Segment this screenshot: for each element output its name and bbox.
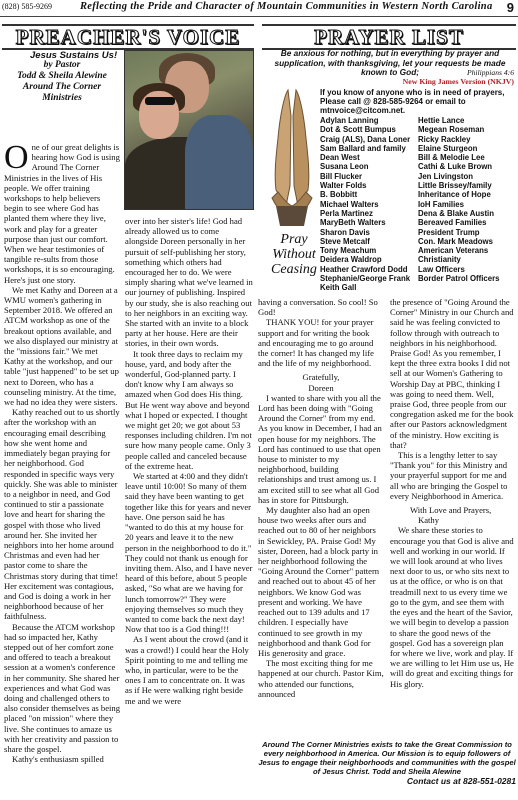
article-headline: Jesus Sustains Us! [30, 50, 118, 61]
photo-shape [185, 115, 253, 209]
prayer-name: Walter Folds [320, 181, 367, 191]
paragraph: THANK YOU! for your prayer support and for writing the book and encouraging me to go around the corner! It has changed my life and the life of my neighborhood. [258, 317, 374, 369]
article-column-1 [4, 142, 120, 798]
prayer-request-note: If you know of anyone who is in need of prayers, Please call @ 828-585-9264 or email to mtnvoice@citcom.net. [320, 88, 505, 115]
prayer-name: Sharon Davis [320, 227, 370, 237]
signature: Doreen [308, 382, 334, 393]
paragraph: I wanted to share with you all the Lord has been doing with "Going Around the Corner" from my end. As you know in December, I had an open house for my neighbors. The Lord has continued to use that open house to minister to my neighborhood, building relationships and trust among us. I am excited still to see what all God has in store for Pittsburgh. [258, 392, 382, 505]
mission-statement: Around The Corner Ministries exists to take the Great Commission to every neighborhood in America. Our Mission is to equip followers of Jesus to engage their neighborhoods and communities with the gospel of Jesus Christ. Todd and Sheila Alewine [258, 740, 516, 776]
prayer-name: Megean Roseman [418, 125, 485, 135]
scripture-reference: Philippians 4:6 [466, 68, 514, 77]
prayer-name: Heather Crawford Dodd [320, 264, 408, 274]
prayer-name: Craig (ALS), Dana Loner [320, 134, 411, 144]
prayer-name: American Veterans [418, 246, 489, 256]
paragraph: over into her sister's life! God had already allowed us to come alongside Doreen personally in her pursuit of self-publishing her story, something which others had encouraged her to do. We were simply sharing what we've learned in our journey of publishing. Inspired by our study, she is also reaching out to her neighbors in an exciting way. She started with an invite to a block party at her house. Here are their stories, in their own words. [125, 216, 253, 349]
prayer-name: Stephanie/George Frank [320, 274, 411, 284]
paragraph: the presence of "Going Around the Corner" Ministry in our Church and said he was feeling convicted to follow through with outreach to neighbors in his neighborhood. Praise God! As you remember, I kept the three extra books I did not sell at our Women's Gathering to Worship Day at PBC, thinking I was going to need them. Well, praise God, three people from our congregation asked me for the book after our Pastors acknowledgment of the ministry. How exciting is that? [390, 297, 514, 450]
prayer-name: Deidera Waldrop [320, 255, 382, 265]
signoff: With Love and Prayers, [410, 505, 492, 516]
prayer-name: Hettie Lance [418, 116, 465, 125]
header-tagline: Reflecting the Pride and Character of Mountain Communities in Western North Carolina [80, 1, 493, 12]
prayer-name: Bereaved Families [418, 218, 487, 228]
paragraph: As I went about the crowd (and it was a crowd!) I could hear the Holy Spirit pointing to me and telling me who, in particular, were to be the ones I am to concentrate on. It was as if He were walking right beside me and we were [125, 634, 249, 706]
prayer-name: Little Brissey/family [418, 181, 492, 191]
paragraph: ne of our great delights is hearing how God is using Around The Corner Ministries in the lives of His people. We offer training workshops to help believers begin to see where God has planted them where they live, work and play for a greater purpose than just our comfort. When we hear testimonies of tangible re-sults from those workshops, it is so encouraging. Here's just one story. [4, 142, 120, 285]
prayer-names-left [320, 116, 420, 293]
prayer-name: Dean West [320, 153, 360, 163]
paragraph: We share these stories to encourage you that God is alive and well and working in our world. If we will look around at who lives next door to us, or who sits next to us at the office, or who is on that treadmill next to us every time we go to the gym, and see them with the eyes and the heart of the Savior, we will begin to develop a passion to share the good news of the gospel. God has a sovereign plan for where we live, work and play. If we are willing to let Him use us, He will do great and exciting things for His glory. [390, 525, 514, 689]
paragraph: We met Kathy and Doreen at a WMU women's gathering in September 2018. We offered an ATCM workshop as one of the breakout options available, and we also displayed our ministry at the "missions fair." We met Kathy at the workshop, and our table "just happened" to be set up next to Doreen, who has a counseling ministry. At the time, we had no idea they were sisters. [4, 284, 119, 408]
paragraph: Kathy reached out to us shortly after the workshop with an encouraging email describing how she went home and immediately began praying for her neighborhood. God responded in specific ways very quickly. She was able to minister to a neighbor in need, and God continued to stir a passionate love and heart for sharing the gospel with those who lived around her. She invited her neighbors into her home around Christmas and even had her pastor come to share the Christmas story during that time! Her excitement was contagious, and God is doing a work in her neighborhood because of her faithfulness. [4, 407, 120, 622]
prayer-name: Bill & Melodie Lee [418, 153, 485, 163]
prayer-name: Law Officers [418, 264, 465, 274]
header-phone: (828) 585-9269 [2, 2, 52, 11]
article-column-3 [258, 297, 384, 737]
scripture-quote: Be anxious for nothing, but in everything by prayer and supplication, with thanksgiving, let your requests be made known to God; [274, 48, 506, 78]
prayer-name: Con. Mark Meadows [418, 236, 493, 246]
prayer-name: B. Bobbitt [320, 190, 358, 200]
article-column-4 [390, 297, 514, 737]
bible-version: New King James Version (NKJV) [402, 77, 514, 86]
drop-cap: O [4, 142, 29, 176]
paragraph: having a conversation. So cool! So God! [258, 297, 378, 318]
prayer-name: Inheritance of Hope [418, 190, 491, 200]
authors-photo [124, 50, 254, 210]
byline-line: Ministries [42, 93, 82, 103]
paragraph: The most exciting thing for me happened at our church. Pastor Kim, who attended our functions, announced [258, 658, 384, 699]
prayer-name: Michael Walters [320, 199, 379, 209]
paragraph: It took three days to reclaim my house, yard, and body after the wonderful, God-planned party. I don't know why I am always so amazed when God does His thing. But He went way above and beyond what I hoped or expected. I thought we might get 20; we got about 53 responses including children. I'm not sure how many people came. Only 3 people called and canceled because of the extreme heat. [125, 348, 252, 471]
praying-hands-icon [266, 86, 318, 226]
prayer-name: Dot & Scott Bumpus [320, 125, 396, 135]
ministry-footer [258, 740, 516, 786]
paragraph: Because the ATCM workshop had so impacted her, Kathy stepped out of her comfort zone and offered to teach a breakout session at a women's conference in her community. She shared her experiences and what God was doing and challenged others to also consider themselves as being placed "on mission" where they live. She continues to amaze us with her creativity and passion to share the gospel. [4, 621, 120, 754]
prayer-name: Sam Ballard and family [320, 143, 406, 153]
prayer-name: MaryBeth Walters [320, 218, 386, 228]
prayer-name: Border Patrol Officers [418, 274, 500, 284]
prayer-name: IoH Families [418, 199, 464, 209]
prayer-list-title: PRAYER LIST [262, 24, 516, 50]
prayer-name: Cathi & Luke Brown [418, 162, 493, 172]
prayer-name: Ricky Rackley [418, 134, 471, 144]
prayer-name: Tony Meachum [320, 246, 377, 256]
paragraph: My daughter also had an open house two weeks after ours and reached out to 80 of her neighbors in Sewickley, PA. Praise God! My sister, Doreen, had a block party in her neighborhood following the "Going Around the Corner" pattern and reached out to about 45 of her neighbors. We know God was present and working. We have reached out to 139 adults and 17 children. I especially have continued to see growth in my neighborhood and thank God for His generosity and grace. [258, 505, 380, 658]
signature: Kathy [418, 515, 440, 526]
prayer-name: Jen Livingston [418, 171, 474, 181]
contact-line: Contact us at 828-551-0281 [406, 776, 516, 786]
prayer-name: Perla Martinez [320, 208, 373, 218]
prayer-names-right [418, 116, 516, 283]
byline-line: by Pastor [43, 60, 81, 70]
photo-shape [145, 97, 175, 105]
prayer-name: Adylan Lanning [320, 116, 379, 125]
prayer-name: Christianity [418, 255, 461, 265]
paragraph: Kathy's enthusiasm spilled [12, 754, 104, 765]
paragraph: We started at 4:00 and they didn't leave until 10:00! So many of them said they have been wanting to get together like this for years and never have. One person said he has "wanted to do this at my house for 20 years and leave it to the new person in the neighborhood to do it." They could not thank us enough for inviting them. Also, and I have never heard of this before, about 5 people asked, "So what are we having for lunch tomorrow?" They were enjoying themselves so much they wanted to come back the next day! Now that too is a God thing!!! [125, 471, 253, 635]
preachers-voice-title: PREACHER'S VOICE [2, 24, 254, 50]
prayer-name: President Trump [418, 227, 480, 237]
prayer-name: Keith Gall [320, 283, 357, 293]
byline-line: Todd & Sheila Alewine [17, 71, 107, 81]
page-header [0, 0, 518, 17]
article-column-2 [125, 216, 253, 798]
byline-line: Around The Corner [22, 82, 102, 92]
paragraph: This is a lengthy letter to say "Thank you" for this Ministry and your prayerful support for me and all who are bringing the Gospel to every Neighborhood in America. [390, 450, 508, 501]
pray-without-ceasing-caption: Pray Without Ceasing [271, 232, 317, 277]
prayer-name: Steve Metcalf [320, 236, 370, 246]
article-byline [2, 60, 122, 104]
prayer-name: Susana Leon [320, 162, 369, 172]
prayer-name: Bill Flucker [320, 171, 363, 181]
prayer-name: Dena & Blake Austin [418, 208, 494, 218]
prayer-name: Elaine Sturgeon [418, 143, 478, 153]
page-number: 9 [506, 0, 514, 15]
signoff: Gratefully, [302, 372, 340, 383]
